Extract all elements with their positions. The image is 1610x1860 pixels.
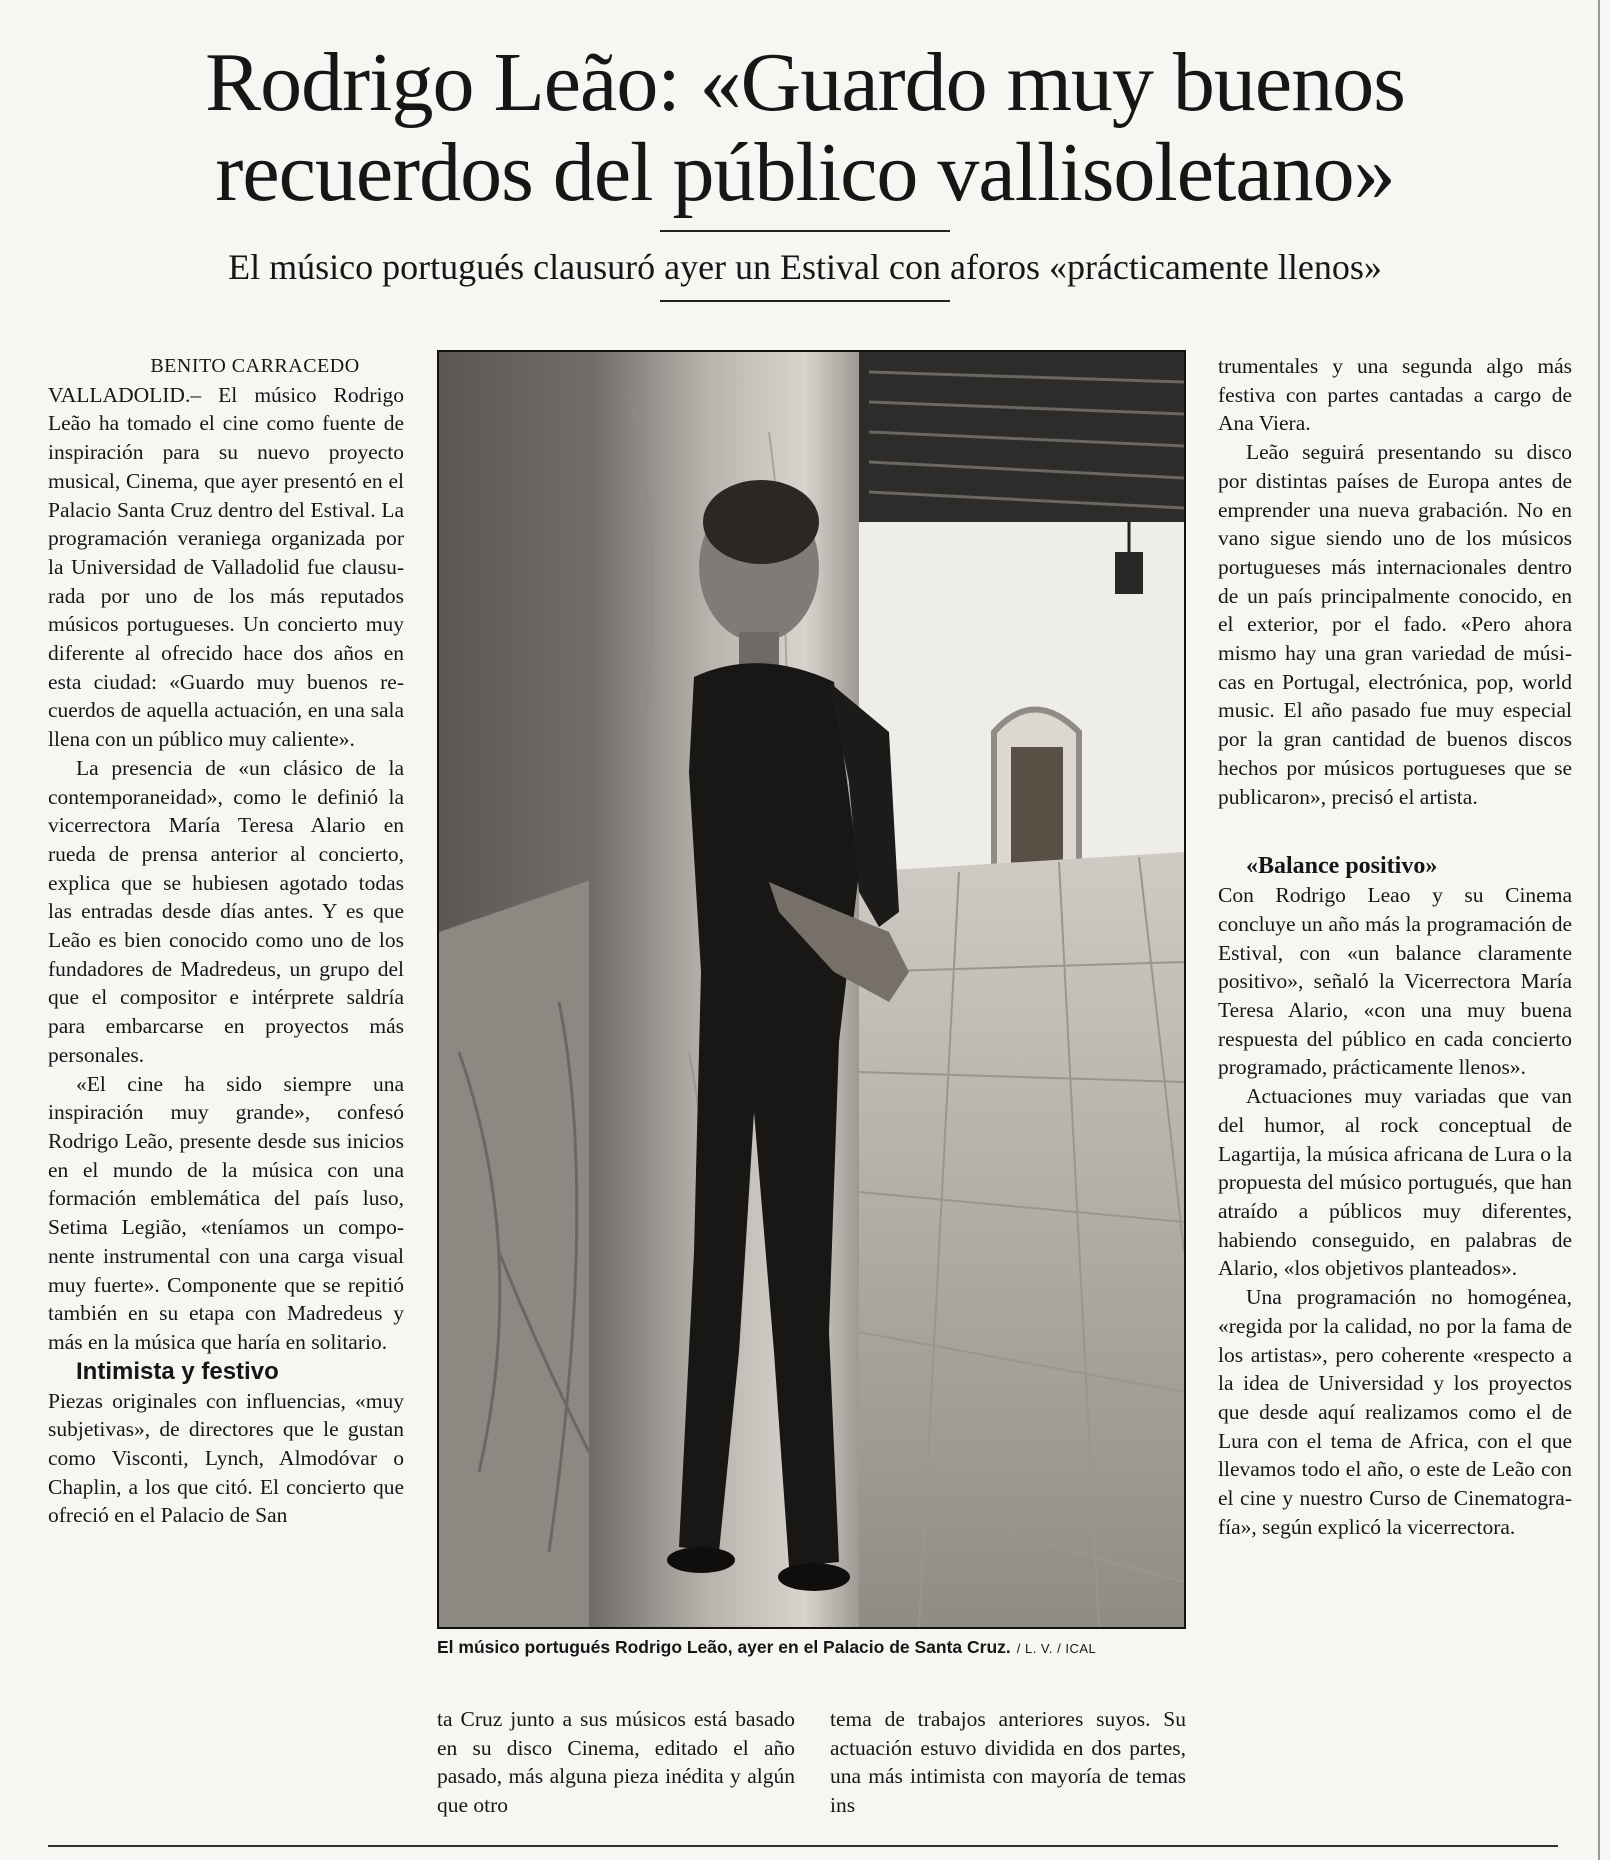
column-4 [1218, 352, 1572, 1541]
headline [130, 38, 1480, 218]
headline-rule-bottom [660, 300, 950, 302]
column-2-bottom [437, 1705, 795, 1820]
headline-line-1: Rodrigo Leão: «Guardo muy buenos [205, 36, 1405, 129]
page-edge [1598, 0, 1600, 1860]
byline: BENITO CARRACEDO [150, 355, 360, 377]
col1-paragraph-4: Piezas originales con influencias, «muy subjetivas», de directores que le gustan como Visconti, Lynch, Almodóvar o Chaplin, a los que citó. El concierto que ofreció en el Palacio de San [48, 1388, 404, 1528]
col2-paragraph: ta Cruz junto a sus músicos está basado en su disco Cinema, editado el año pasado, más alguna pieza inédita y algún que otro [437, 1707, 795, 1818]
col1-paragraph-1: VALLADOLID.– El músico Rodrigo Leão ha tomado el cine como fuente de inspiración para su nuevo proyecto musical, Cinema, que ayer presentó en el Palacio Santa Cruz dentro del Estival. La programación veraniega organizada por la Universidad de Valladolid fue clausurada por uno de los más reputados músicos portugueses. Un concierto muy diferente al ofrecido hace dos años en esta ciudad: «Guardo muy buenos recuerdos de aquella actuación, en una sala llena con un público muy caliente». [48, 382, 404, 752]
headline-line-2: recuerdos del público vallisoletano» [215, 126, 1395, 219]
col4-paragraph-3: Con Rodrigo Leao y su Cinema concluye un año más la programación de Estival, con «un balance claramente positivo», señaló la Vicerrectora María Teresa Alario, «con una muy buena respuesta del público en cada concierto programado, prácticamente llenos». [1218, 883, 1572, 1080]
bottom-rule [48, 1845, 1558, 1847]
col1-paragraph-3: «El cine ha sido siempre una inspiración muy grande», confesó Rodrigo Leão, presente desde sus inicios en el mundo de la música con una formación emblemática del país luso, Setima Legião, «teníamos un componente instrumental con una carga visual muy fuerte». Componente que se repitió también en su etapa con Madredeus y más en la música que haría en solitario. [48, 1071, 404, 1354]
column-3-bottom [830, 1705, 1186, 1820]
headline-rule-top [660, 230, 950, 232]
col1-paragraph-2: La presencia de «un clásico de la contemporaneidad», como le definió la vicerrectora María Teresa Alario en rueda de prensa anterior al concierto, explica que se hubiesen agotado todas las entradas desde días antes. Y es que Leão es bien conocido como uno de los fundadores de Madredeus, un grupo del que el compositor e intérprete saldría para embarcarse en proyectos más personales. [48, 755, 404, 1067]
deck-subtitle: El músico portugués clausuró ayer un Estival con aforos «prácticamente llenos» [228, 247, 1382, 287]
article-photo [437, 350, 1186, 1629]
photo-credit: / L. V. / ICAL [1016, 1641, 1097, 1656]
col4-paragraph-1: trumentales y una segunda algo más festiva con partes cantadas a cargo de Ana Viera. [1218, 354, 1572, 436]
subhead-intimista: Intimista y festivo [76, 1357, 279, 1385]
col4-paragraph-5: Una programación no homogénea, «regida por la calidad, no por la fama de los artistas», pero coherente «respecto a la idea de Universidad y los proyectos que desde aquí realizamos como el de Lura con el tema de Africa, con el que llevamos todo el año, o este de Leão con el cine y nuestro Curso de Cinematografía», según explicó la vicerrectora. [1218, 1285, 1572, 1539]
subhead-balance: «Balance positivo» [1246, 853, 1438, 880]
photo-caption [437, 1636, 1187, 1660]
caption-text: El músico portugués Rodrigo Leão, ayer en el Palacio de Santa Cruz. [437, 1637, 1011, 1657]
col4-paragraph-4: Actuaciones muy variadas que van del humor, al rock conceptual de Lagartija, la música africana de Lura o la propuesta del músico portugués, que han atraído a públicos muy diferentes, habiendo conseguido, en palabras de Alario, «los objetivos planteados». [1218, 1084, 1572, 1281]
col4-paragraph-2: Leão seguirá presentando su disco por distintas países de Europa antes de emprender una nueva grabación. No en vano sigue siendo uno de los músicos portugueses más internacionales dentro de un país principalmente conocido, en el exterior, por el fado. «Pero ahora mismo hay una gran variedad de músicas en Portugal, electrónica, pop, world music. El año pasado fue muy especial por la gran cantidad de buenos discos hechos por músicos portugueses que se publicaron», precisó el artista. [1218, 440, 1572, 809]
column-1 [48, 352, 404, 1530]
col3-paragraph: tema de trabajos anteriores suyos. Su actuación estuvo dividida en dos partes, una más intimista con mayoría de temas ins [830, 1707, 1186, 1818]
